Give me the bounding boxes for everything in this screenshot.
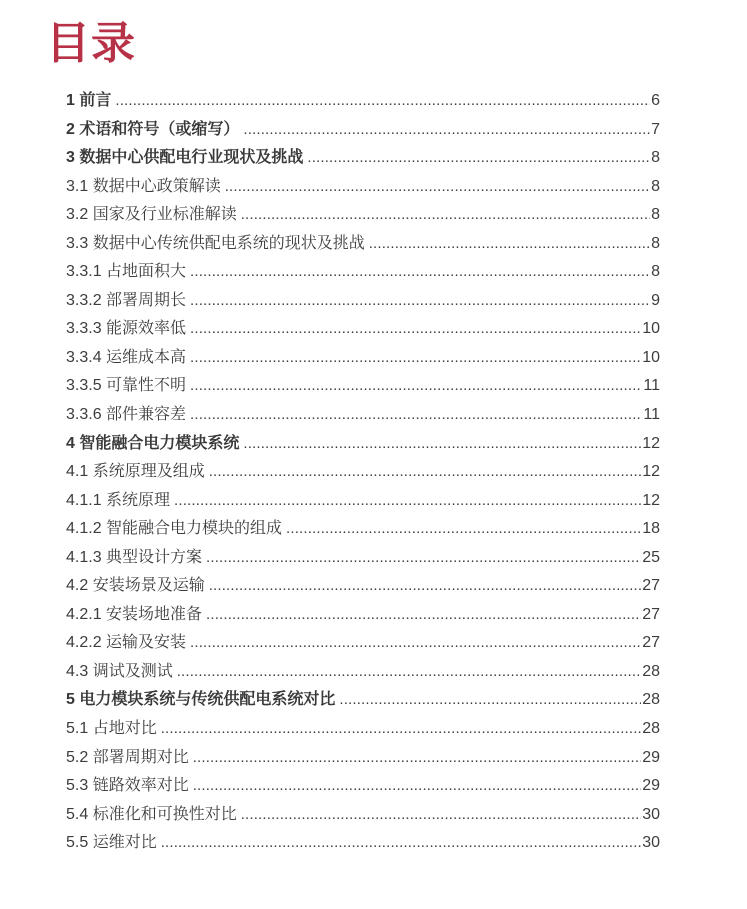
toc-leader-dots [193,749,642,767]
toc-leader-dots [190,263,650,281]
toc-entry-label: 3.3.1 占地面积大 [66,263,187,281]
toc-entry-label: 3.3.5 可靠性不明 [66,377,187,395]
toc-entry-label: 4.3 调试及测试 [66,662,173,680]
toc-entry[interactable] [66,629,660,658]
toc-entry[interactable] [66,801,660,830]
toc-entry-page: 27 [642,577,660,595]
toc-entry-page: 29 [642,748,660,766]
toc-entry-label: 3.3.4 运维成本高 [66,348,187,366]
toc-entry-page: 10 [642,320,660,338]
toc-entry-label: 5.4 标准化和可换性对比 [66,805,237,823]
toc-leader-dots [209,577,642,595]
toc-entry-page: 28 [642,662,660,680]
toc-entry-label: 4.2.2 运输及安装 [66,634,187,652]
toc-entry-label: 5.3 链路效率对比 [66,777,189,795]
toc-leader-dots [161,720,642,738]
toc-entry-page: 12 [642,434,660,452]
toc-leader-dots [369,235,650,253]
toc-leader-dots [225,178,650,196]
toc-leader-dots [206,549,641,567]
toc-entry[interactable] [66,87,660,116]
toc-entry-label: 3.3.6 部件兼容差 [66,406,187,424]
toc-leader-dots [206,606,641,624]
toc-entry-label: 2 术语和符号（或缩写） [66,120,240,138]
toc-entry[interactable] [66,487,660,516]
toc-leader-dots [243,121,650,139]
toc-leader-dots [193,777,642,795]
toc-entry[interactable] [66,230,660,259]
toc-entry[interactable] [66,315,660,344]
toc-list [66,87,660,858]
toc-leader-dots [174,492,641,510]
toc-entry-page: 12 [642,491,660,509]
toc-leader-dots [190,406,642,424]
toc-entry-label: 4.2 安装场景及运输 [66,577,205,595]
toc-entry-label: 5.2 部署周期对比 [66,748,189,766]
toc-entry-label: 4.2.1 安装场地准备 [66,605,203,623]
toc-leader-dots [243,435,641,453]
toc-entry-page: 6 [651,92,660,109]
toc-leader-dots [307,149,650,167]
toc-entry[interactable] [66,201,660,230]
toc-leader-dots [190,292,650,310]
toc-entry-page: 8 [651,263,660,281]
toc-entry[interactable] [66,258,660,287]
toc-leader-dots [161,834,642,852]
toc-entry-page: 11 [643,406,660,424]
toc-entry-label: 1 前言 [66,92,112,109]
toc-leader-dots [209,463,642,481]
toc-entry[interactable] [66,458,660,487]
toc-entry[interactable] [66,116,660,145]
toc-entry[interactable] [66,515,660,544]
toc-leader-dots [115,92,650,110]
toc-entry-page: 29 [642,777,660,795]
toc-entry[interactable] [66,572,660,601]
toc-leader-dots [339,691,641,709]
toc-leader-dots [190,634,641,652]
toc-entry-label: 5 电力模块系统与传统供配电系统对比 [66,691,336,709]
toc-entry-page: 27 [642,605,660,623]
toc-entry[interactable] [66,601,660,630]
toc-leader-dots [241,206,650,224]
toc-entry[interactable] [66,686,660,715]
toc-entry-page: 11 [643,377,660,395]
toc-entry-page: 30 [642,805,660,823]
toc-leader-dots [190,320,641,338]
toc-entry-label: 4.1.2 智能融合电力模块的组成 [66,520,283,538]
toc-entry-page: 10 [642,348,660,366]
toc-entry-label: 4.1 系统原理及组成 [66,463,205,481]
toc-entry[interactable] [66,715,660,744]
toc-entry[interactable] [66,772,660,801]
toc-entry-label: 5.1 占地对比 [66,720,157,738]
toc-leader-dots [190,377,642,395]
toc-entry[interactable] [66,401,660,430]
toc-entry[interactable] [66,744,660,773]
toc-entry-label: 3.3 数据中心传统供配电系统的现状及挑战 [66,234,365,252]
toc-entry-page: 28 [642,720,660,738]
toc-entry-page: 8 [651,149,660,167]
toc-leader-dots [241,806,642,824]
toc-entry-page: 25 [642,548,660,566]
page-title: 目录 [46,19,136,68]
toc-entry-label: 4.1.1 系统原理 [66,491,171,509]
toc-entry-label: 3 数据中心供配电行业现状及挑战 [66,149,304,167]
toc-entry[interactable] [66,173,660,202]
toc-entry-label: 3.2 国家及行业标准解读 [66,206,237,224]
toc-entry-label: 3.1 数据中心政策解读 [66,177,221,195]
toc-entry-label: 4 智能融合电力模块系统 [66,434,240,452]
toc-entry[interactable] [66,372,660,401]
toc-entry[interactable] [66,287,660,316]
toc-entry[interactable] [66,344,660,373]
toc-entry-page: 12 [642,463,660,481]
toc-entry[interactable] [66,430,660,459]
toc-entry-page: 9 [651,291,660,309]
toc-entry-label: 4.1.3 典型设计方案 [66,548,203,566]
toc-entry-page: 27 [642,634,660,652]
toc-leader-dots [286,520,641,538]
toc-entry-page: 7 [651,120,660,138]
toc-entry[interactable] [66,829,660,858]
toc-entry-label: 5.5 运维对比 [66,834,157,852]
toc-entry-page: 18 [642,520,660,538]
toc-entry-label: 3.3.2 部署周期长 [66,291,187,309]
toc-leader-dots [177,663,642,681]
toc-entry-page: 30 [642,834,660,852]
toc-entry-page: 8 [651,234,660,252]
toc-entry-page: 8 [651,206,660,224]
toc-entry[interactable] [66,144,660,173]
toc-entry[interactable] [66,544,660,573]
toc-entry-label: 3.3.3 能源效率低 [66,320,187,338]
toc-entry-page: 28 [642,691,660,709]
toc-entry-page: 8 [651,177,660,195]
toc-leader-dots [190,349,641,367]
toc-entry[interactable] [66,658,660,687]
